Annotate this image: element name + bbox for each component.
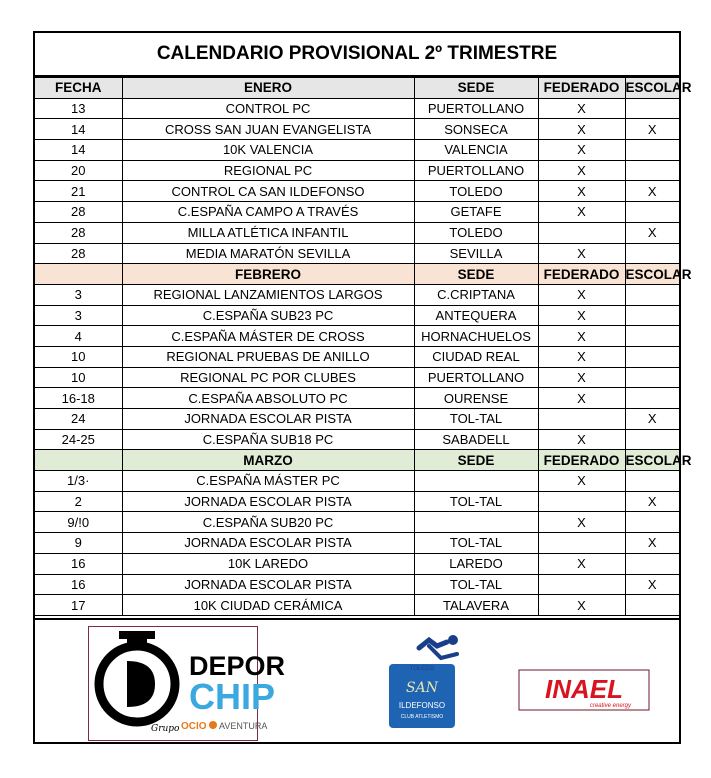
table-row — [35, 202, 679, 223]
cell-federado: X — [538, 367, 625, 388]
cell-evento: C.ESPAÑA SUB23 PC — [122, 305, 414, 326]
cell-fecha: 10 — [35, 367, 122, 388]
cell-escolar — [625, 346, 679, 367]
cell-fecha: 21 — [35, 181, 122, 202]
cell-fecha: 9 — [35, 533, 122, 554]
header-escolar: ESCOLAR — [625, 78, 679, 99]
cell-federado: X — [538, 512, 625, 533]
table-row — [35, 119, 679, 140]
deporchip-logo — [88, 626, 286, 741]
cell-escolar: X — [625, 222, 679, 243]
table-row — [35, 512, 679, 533]
cell-fecha: 24 — [35, 409, 122, 430]
cell-evento: C.ESPAÑA MÁSTER DE CROSS — [122, 326, 414, 347]
cell-sede — [414, 471, 538, 492]
cell-federado: X — [538, 305, 625, 326]
cell-fecha: 3 — [35, 305, 122, 326]
header-sede: SEDE — [414, 78, 538, 99]
cell-escolar — [625, 160, 679, 181]
deporchip-logo-line1: DEPOR — [189, 651, 286, 681]
cell-sede: C.CRIPTANA — [414, 284, 538, 305]
cell-sede: OURENSE — [414, 388, 538, 409]
cell-sede: PUERTOLLANO — [414, 367, 538, 388]
table-row — [35, 326, 679, 347]
cell-evento: 10K CIUDAD CERÁMICA — [122, 595, 414, 616]
cell-sede: HORNACHUELOS — [414, 326, 538, 347]
sponsor-logos — [35, 618, 679, 742]
cell-escolar — [625, 471, 679, 492]
table-row — [35, 346, 679, 367]
cell-evento: JORNADA ESCOLAR PISTA — [122, 533, 414, 554]
header-fecha: FECHA — [35, 78, 122, 99]
cell-federado: X — [538, 471, 625, 492]
cell-evento: REGIONAL PRUEBAS DE ANILLO — [122, 346, 414, 367]
cell-escolar — [625, 429, 679, 450]
cell-federado: X — [538, 388, 625, 409]
header-escolar: ESCOLAR — [625, 264, 679, 285]
cell-sede: TOLEDO — [414, 222, 538, 243]
cell-sede: TALAVERA — [414, 595, 538, 616]
cell-evento: 10K LAREDO — [122, 553, 414, 574]
cell-sede: PUERTOLLANO — [414, 160, 538, 181]
cell-escolar: X — [625, 119, 679, 140]
cell-federado: X — [538, 553, 625, 574]
inael-logo — [519, 670, 649, 710]
section-header-row — [35, 78, 679, 99]
cell-fecha: 1/3· — [35, 471, 122, 492]
cell-fecha: 16 — [35, 574, 122, 595]
cell-evento: CONTROL CA SAN ILDEFONSO — [122, 181, 414, 202]
cell-sede: GETAFE — [414, 202, 538, 223]
cell-sede — [414, 512, 538, 533]
cell-escolar: X — [625, 533, 679, 554]
cell-federado: X — [538, 202, 625, 223]
cell-fecha: 16 — [35, 553, 122, 574]
table-row — [35, 595, 679, 616]
cell-sede: TOL-TAL — [414, 409, 538, 430]
table-row — [35, 98, 679, 119]
cell-escolar: X — [625, 409, 679, 430]
san-ildefonso-logo-name1: SAN — [406, 680, 438, 696]
cell-federado: X — [538, 326, 625, 347]
cell-evento: REGIONAL LANZAMIENTOS LARGOS — [122, 284, 414, 305]
cell-fecha: 28 — [35, 243, 122, 264]
table-row — [35, 140, 679, 161]
cell-escolar — [625, 512, 679, 533]
cell-fecha: 2 — [35, 491, 122, 512]
header-evento: FEBRERO — [122, 264, 414, 285]
cell-federado — [538, 574, 625, 595]
header-sede: SEDE — [414, 264, 538, 285]
cell-escolar — [625, 140, 679, 161]
table-row — [35, 243, 679, 264]
cell-fecha: 14 — [35, 140, 122, 161]
section-header-row — [35, 450, 679, 471]
cell-federado: X — [538, 98, 625, 119]
cell-escolar — [625, 284, 679, 305]
cell-sede: TOLEDO — [414, 181, 538, 202]
san-ildefonso-logo-name2: ILDEFONSO — [398, 701, 446, 710]
header-evento: ENERO — [122, 78, 414, 99]
header-sede: SEDE — [414, 450, 538, 471]
cell-escolar — [625, 367, 679, 388]
cell-evento: REGIONAL PC POR CLUBES — [122, 367, 414, 388]
inael-logo-name: INAEL — [545, 674, 623, 704]
cell-escolar — [625, 553, 679, 574]
cell-evento: C.ESPAÑA ABSOLUTO PC — [122, 388, 414, 409]
cell-sede: LAREDO — [414, 553, 538, 574]
cell-federado — [538, 409, 625, 430]
table-row — [35, 160, 679, 181]
cell-evento: C.ESPAÑA MÁSTER PC — [122, 471, 414, 492]
cell-evento: MEDIA MARATÓN SEVILLA — [122, 243, 414, 264]
cell-sede: TOL-TAL — [414, 533, 538, 554]
cell-fecha: 14 — [35, 119, 122, 140]
cell-fecha: 17 — [35, 595, 122, 616]
cell-sede: CIUDAD REAL — [414, 346, 538, 367]
table-row — [35, 284, 679, 305]
table-row — [35, 533, 679, 554]
cell-fecha: 3 — [35, 284, 122, 305]
cell-federado — [538, 491, 625, 512]
cell-escolar — [625, 595, 679, 616]
header-evento: MARZO — [122, 450, 414, 471]
cell-evento: C.ESPAÑA SUB18 PC — [122, 429, 414, 450]
cell-escolar — [625, 243, 679, 264]
page-title: CALENDARIO PROVISIONAL 2º TRIMESTRE — [35, 33, 679, 77]
cell-evento: MILLA ATLÉTICA INFANTIL — [122, 222, 414, 243]
cell-fecha: 4 — [35, 326, 122, 347]
table-row — [35, 429, 679, 450]
cell-evento: JORNADA ESCOLAR PISTA — [122, 491, 414, 512]
san-ildefonso-logo — [385, 634, 465, 734]
cell-fecha: 20 — [35, 160, 122, 181]
cell-sede: SONSECA — [414, 119, 538, 140]
cell-evento: JORNADA ESCOLAR PISTA — [122, 409, 414, 430]
cell-escolar: X — [625, 491, 679, 512]
section-header-row — [35, 264, 679, 285]
deporchip-logo-grupo: Grupo — [151, 724, 180, 734]
table-row — [35, 222, 679, 243]
cell-sede: TOL-TAL — [414, 491, 538, 512]
header-federado: FEDERADO — [538, 450, 625, 471]
cell-evento: CROSS SAN JUAN EVANGELISTA — [122, 119, 414, 140]
cell-federado: X — [538, 119, 625, 140]
table-row — [35, 491, 679, 512]
cell-federado: X — [538, 181, 625, 202]
calendar-sheet — [33, 31, 692, 744]
cell-evento: C.ESPAÑA CAMPO A TRAVÉS — [122, 202, 414, 223]
table-row — [35, 388, 679, 409]
cell-fecha: 24-25 — [35, 429, 122, 450]
table-row — [35, 305, 679, 326]
cell-escolar: X — [625, 181, 679, 202]
cell-escolar — [625, 305, 679, 326]
cell-fecha: 9/!0 — [35, 512, 122, 533]
cell-federado: X — [538, 346, 625, 367]
cell-escolar: X — [625, 574, 679, 595]
cell-fecha: 28 — [35, 222, 122, 243]
cell-sede: ANTEQUERA — [414, 305, 538, 326]
cell-sede: TOL-TAL — [414, 574, 538, 595]
san-ildefonso-logo-sub: CLUB ATLETISMO — [400, 714, 444, 720]
table-row — [35, 553, 679, 574]
table-row — [35, 471, 679, 492]
cell-fecha: 13 — [35, 98, 122, 119]
deporchip-logo-ocio: OCIO — [181, 721, 207, 732]
cell-escolar — [625, 388, 679, 409]
cell-sede: SEVILLA — [414, 243, 538, 264]
cell-federado — [538, 222, 625, 243]
calendar-table — [35, 77, 692, 616]
header-fecha — [35, 450, 122, 471]
cell-federado: X — [538, 429, 625, 450]
cell-escolar — [625, 326, 679, 347]
table-row — [35, 181, 679, 202]
cell-evento: JORNADA ESCOLAR PISTA — [122, 574, 414, 595]
table-row — [35, 367, 679, 388]
cell-evento: C.ESPAÑA SUB20 PC — [122, 512, 414, 533]
cell-sede: SABADELL — [414, 429, 538, 450]
cell-fecha: 16-18 — [35, 388, 122, 409]
cell-federado — [538, 533, 625, 554]
cell-escolar — [625, 98, 679, 119]
deporchip-logo-line2: CHIP — [189, 676, 276, 717]
cell-sede: VALENCIA — [414, 140, 538, 161]
table-row — [35, 409, 679, 430]
header-fecha — [35, 264, 122, 285]
cell-fecha: 10 — [35, 346, 122, 367]
cell-federado: X — [538, 160, 625, 181]
cell-federado: X — [538, 284, 625, 305]
header-escolar: ESCOLAR — [625, 450, 679, 471]
san-ildefonso-logo-top: TOLEDO — [409, 666, 435, 672]
cell-evento: 10K VALENCIA — [122, 140, 414, 161]
header-federado: FEDERADO — [538, 78, 625, 99]
cell-evento: CONTROL PC — [122, 98, 414, 119]
deporchip-logo-aventura: AVENTURA — [219, 721, 268, 731]
table-row — [35, 574, 679, 595]
header-federado: FEDERADO — [538, 264, 625, 285]
cell-escolar — [625, 202, 679, 223]
cell-evento: REGIONAL PC — [122, 160, 414, 181]
cell-fecha: 28 — [35, 202, 122, 223]
inael-logo-tag: creative energy — [589, 703, 631, 709]
cell-sede: PUERTOLLANO — [414, 98, 538, 119]
cell-federado: X — [538, 243, 625, 264]
cell-federado: X — [538, 140, 625, 161]
cell-federado: X — [538, 595, 625, 616]
